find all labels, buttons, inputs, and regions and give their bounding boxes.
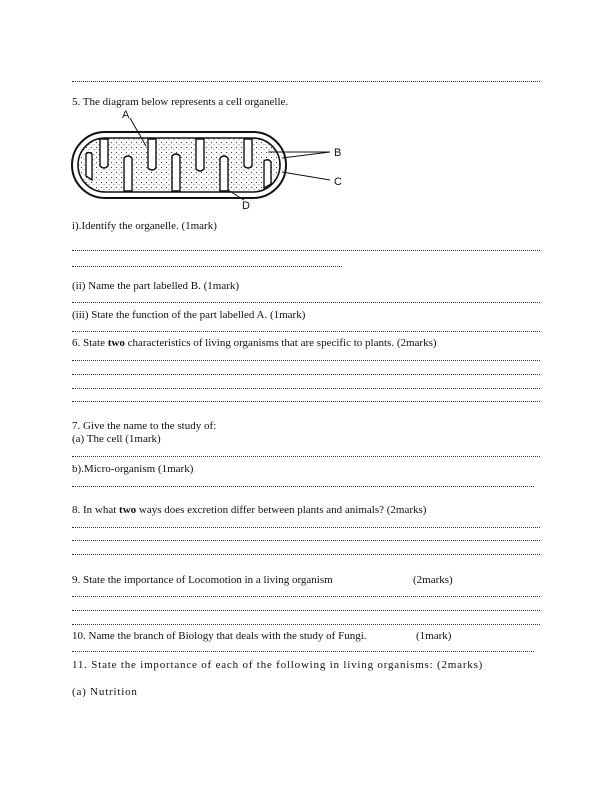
answer-line <box>72 527 540 528</box>
question-8: 8. In what two ways does excretion differ between plants and animals? (2marks) <box>72 504 427 516</box>
question-5-ii: (ii) Name the part labelled B. (1mark) <box>72 280 240 292</box>
answer-line <box>72 554 540 555</box>
answer-line <box>72 596 540 597</box>
question-7-b: b).Micro-organism (1mark) <box>72 463 194 475</box>
label-b: B <box>334 147 342 159</box>
question-11: 11. State the importance of each of the following in living organisms: (2marks) <box>72 659 484 671</box>
answer-line <box>72 388 540 389</box>
answer-line <box>72 456 540 457</box>
question-10-marks: (1mark) <box>416 630 452 642</box>
answer-line <box>72 360 540 361</box>
answer-line <box>72 540 540 541</box>
question-9: 9. State the importance of Locomotion in a living organism <box>72 574 333 586</box>
mitochondrion-diagram <box>60 106 360 210</box>
answer-line <box>72 374 540 375</box>
answer-line <box>72 624 540 625</box>
question-10: 10. Name the branch of Biology that deals with the study of Fungi. <box>72 630 367 642</box>
question-7-a: (a) The cell (1mark) <box>72 433 161 445</box>
label-d: D <box>242 200 250 210</box>
question-5-iii: (iii) State the function of the part labelled A. (1mark) <box>72 309 306 321</box>
question-9-marks: (2marks) <box>413 574 453 586</box>
question-11-a: (a) Nutrition <box>72 686 138 698</box>
question-5-i: i).Identify the organelle. (1mark) <box>72 220 217 232</box>
answer-line <box>72 266 342 267</box>
label-c: C <box>334 176 342 188</box>
answer-line <box>72 81 540 82</box>
question-6: 6. State two characteristics of living organisms that are specific to plants. (2marks) <box>72 337 437 349</box>
answer-line <box>72 302 540 303</box>
label-a: A <box>122 109 130 121</box>
answer-line <box>72 486 534 487</box>
question-5: 5. The diagram below represents a cell organelle. <box>72 96 289 108</box>
answer-line <box>72 401 540 402</box>
question-7: 7. Give the name to the study of: <box>72 420 217 432</box>
answer-line <box>72 250 540 251</box>
answer-line <box>72 331 540 332</box>
answer-line <box>72 610 540 611</box>
answer-line <box>72 651 534 652</box>
